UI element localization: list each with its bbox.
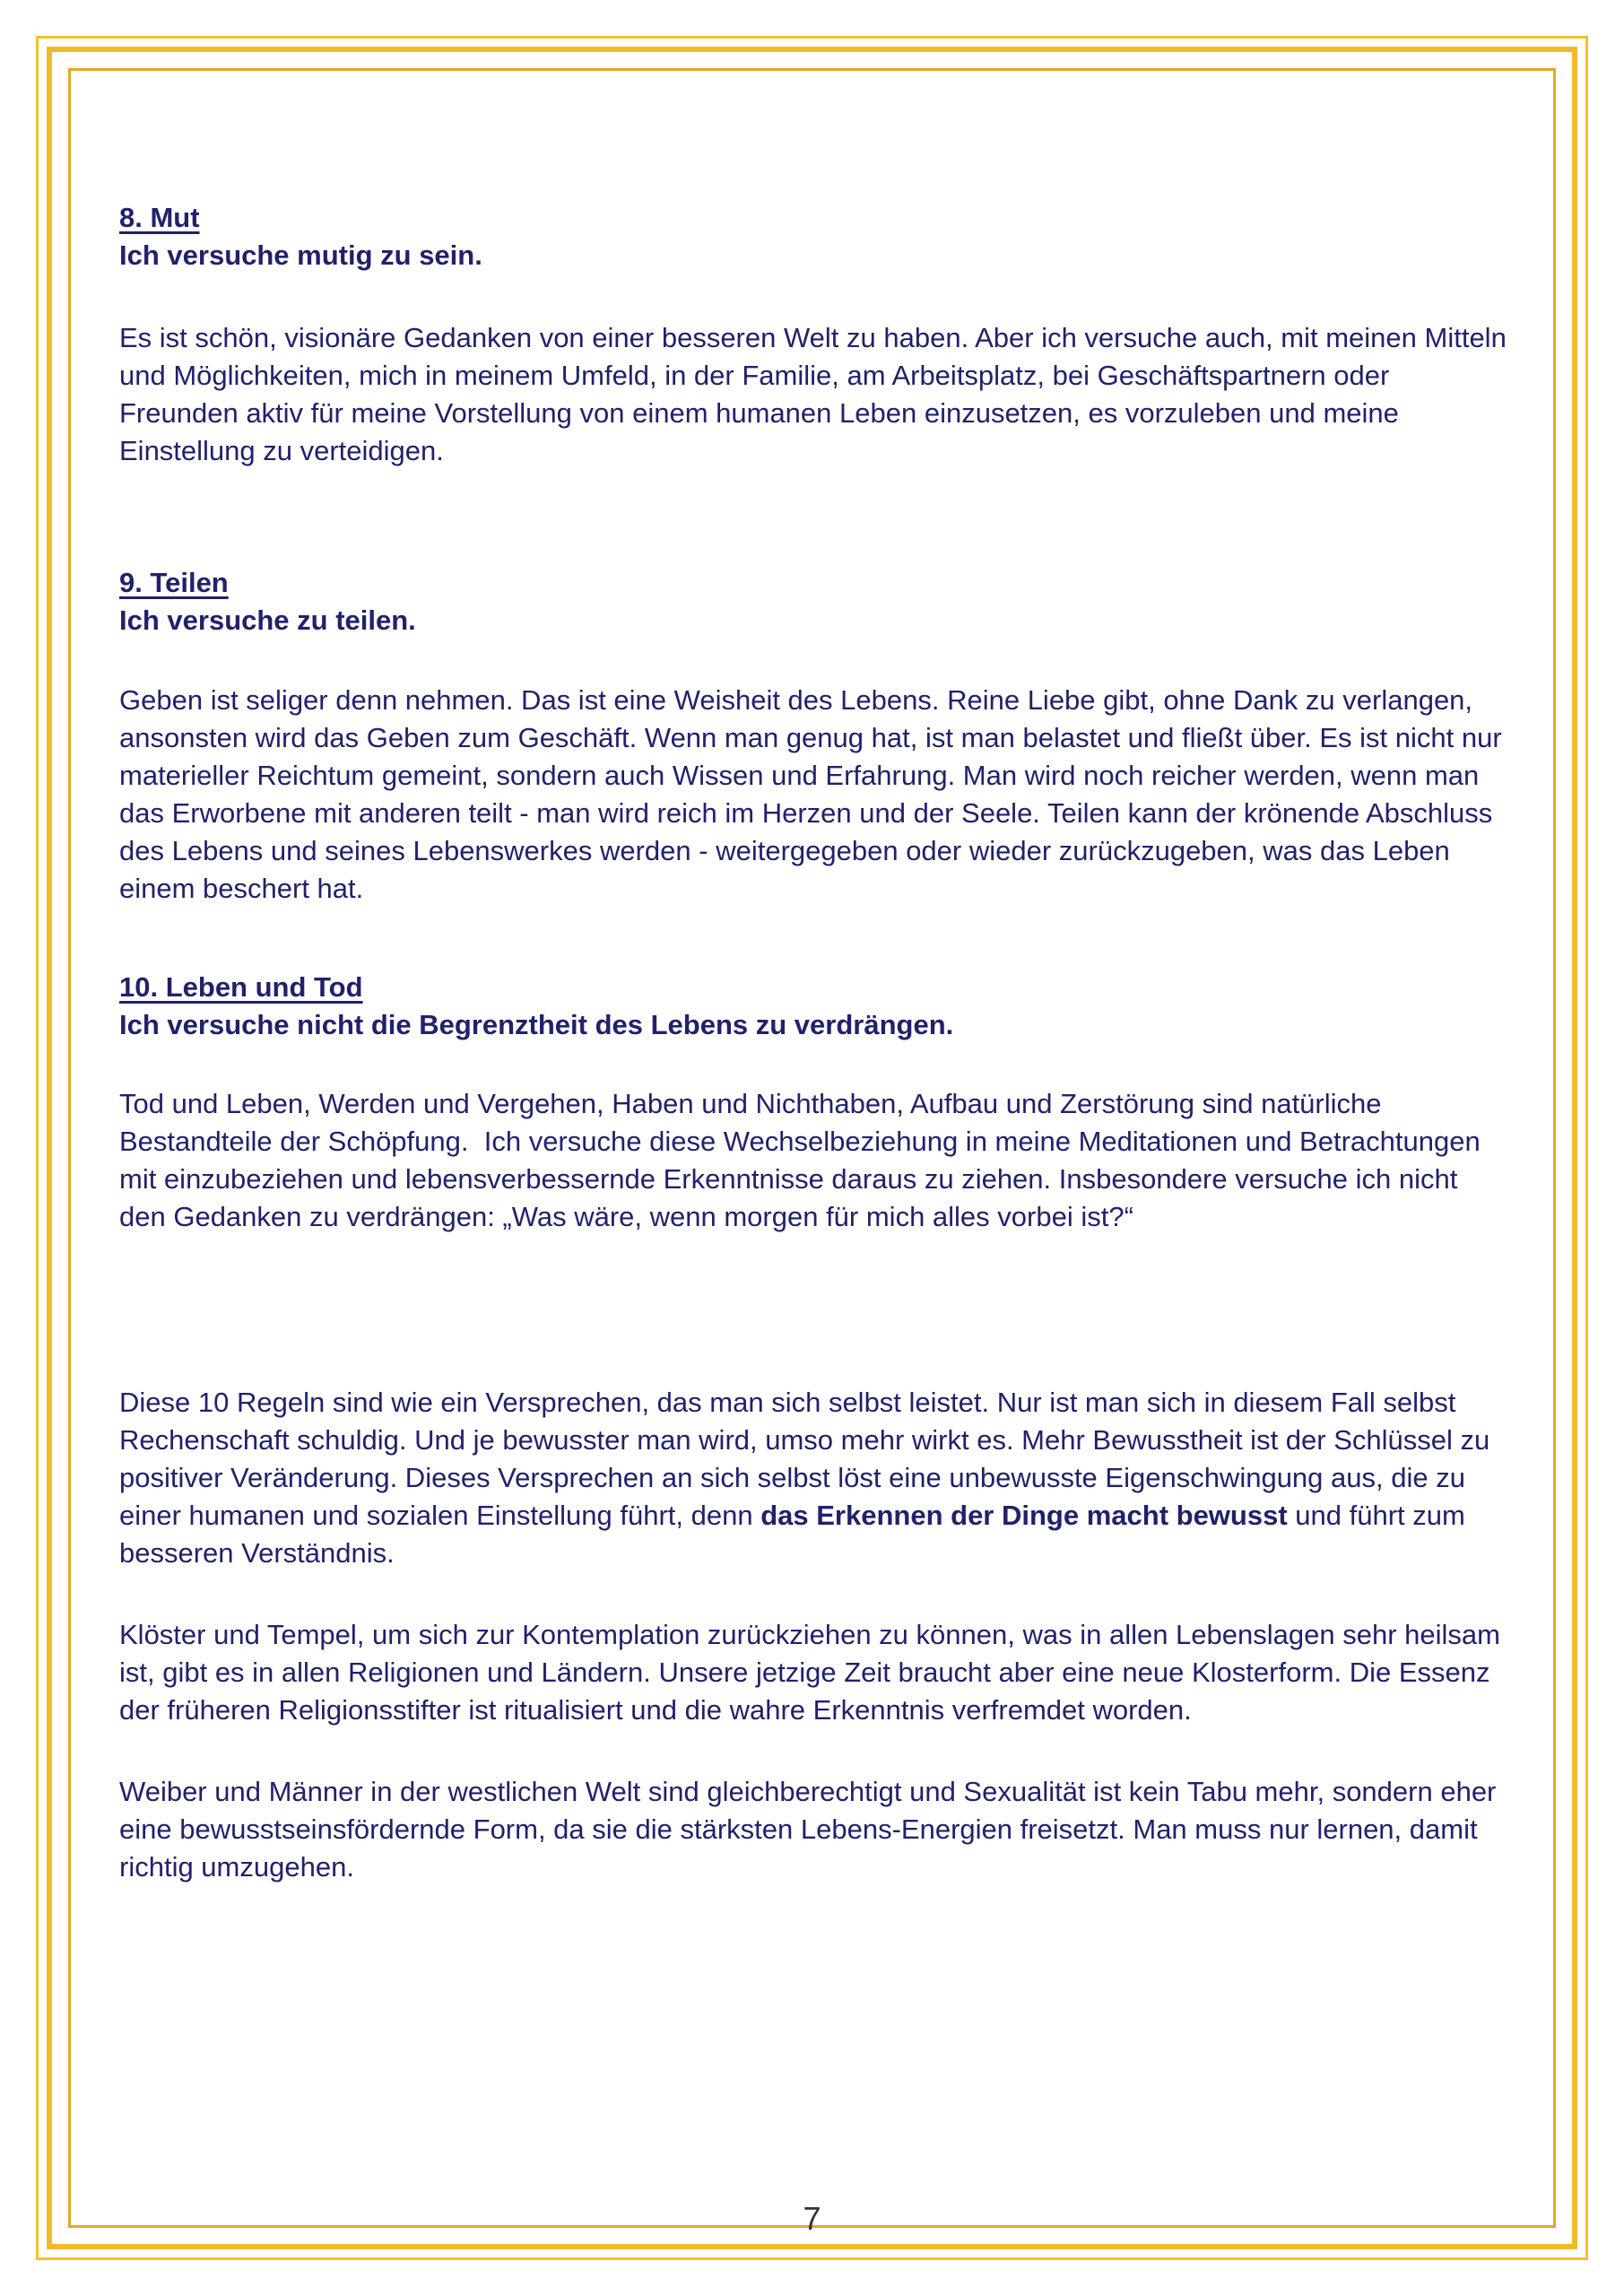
closing-paragraph-bold: das Erkennen der Dinge macht bewusst xyxy=(760,1500,1288,1531)
section-9-teilen xyxy=(119,564,1509,908)
closing-paragraph-weiber: Weiber und Männer in der westlichen Welt sind gleichberechtigt und Sexualität ist kein Tabu mehr, sondern eher eine bewusstseinsfördernde Form, da sie die stärksten Lebens-Energien freisetzt. Man muss nur lernen, damit richtig umzugehen. xyxy=(119,1776,1505,1883)
section-8-mut xyxy=(119,199,1515,470)
section-10-leben-und-tod xyxy=(119,969,1509,1236)
section-subtitle: Ich versuche zu teilen. xyxy=(119,604,416,636)
closing-paragraph-kloester: Klöster und Tempel, um sich zur Kontemplation zurückziehen zu können, was in allen Lebenslagen sehr heilsam ist, gibt es in allen Religionen und Ländern. Unsere jetzige Zeit braucht aber eine neue Klosterform. Die Essenz der früheren Religionsstifter ist ritualisiert und die wahre Erkenntnis verfremdet worden. xyxy=(119,1619,1508,1726)
section-subtitle: Ich versuche nicht die Begrenztheit des Lebens zu verdrängen. xyxy=(119,1009,954,1040)
closing-paragraph-pre: Diese 10 Regeln sind wie ein Versprechen, das man sich selbst leistet. Nur ist man sich in diesem Fall selbst Rechenschaft schuldig. Und je bewusster man wird, umso mehr wirkt es. Mehr Bewusstheit ist der Schlüssel zu positiver Veränderung. Dieses Versprechen an sich selbst löst eine unbewusste Eigenschwingung aus, die zu einer humanen und sozialen Einstellung führt, denn xyxy=(119,1387,1498,1531)
section-body: Tod und Leben, Werden und Vergehen, Haben und Nichthaben, Aufbau und Zerstörung sind natürliche Bestandteile der Schöpfung. Ich versuche diese Wechselbeziehung in meine Meditationen und Betrachtungen mit einzubeziehen und lebensverbessernde Erkenntnisse daraus zu ziehen. Insbesondere versuche ich nicht den Gedanken zu verdrängen: „Was wäre, wenn morgen für mich alles vorbei ist?“ xyxy=(119,1088,1489,1232)
section-subtitle: Ich versuche mutig zu sein. xyxy=(119,239,482,271)
closing-paragraph-post: und führt zum besseren Verständnis. xyxy=(119,1500,1473,1569)
section-heading: 9. Teilen xyxy=(119,567,229,598)
section-body: Es ist schön, visionäre Gedanken von einer besseren Welt zu haben. Aber ich versuche auch, mit meinen Mitteln und Möglichkeiten, mich in meinem Umfeld, in der Familie, am Arbeitsplatz, bei Geschäftspartnern oder Freunden aktiv für meine Vorstellung von einem humanen Leben einzusetzen, es vorzuleben und meine Einstellung zu verteidigen. xyxy=(119,322,1515,466)
section-body: Geben ist seliger denn nehmen. Das ist eine Weisheit des Lebens. Reine Liebe gibt, ohne Dank zu verlangen, ansonsten wird das Geben zum Geschäft. Wenn man genug hat, ist man belastet und fließt über. Es ist nicht nur materieller Reichtum gemeint, sondern auch Wissen und Erfahrung. Man wird noch reicher werden, wenn man das Erworbene mit anderen teilt - man wird reich im Herzen und der Seele. Teilen kann der krönende Abschluss des Lebens und seines Lebenswerkes werden - weitergegeben oder wieder zurückzugeben, was das Leben einem beschert hat. xyxy=(119,684,1510,904)
page-number: 7 xyxy=(803,2200,821,2237)
closing-paragraph-rules xyxy=(119,1384,1509,1572)
section-heading: 10. Leben und Tod xyxy=(119,971,363,1003)
section-heading: 8. Mut xyxy=(119,202,200,233)
